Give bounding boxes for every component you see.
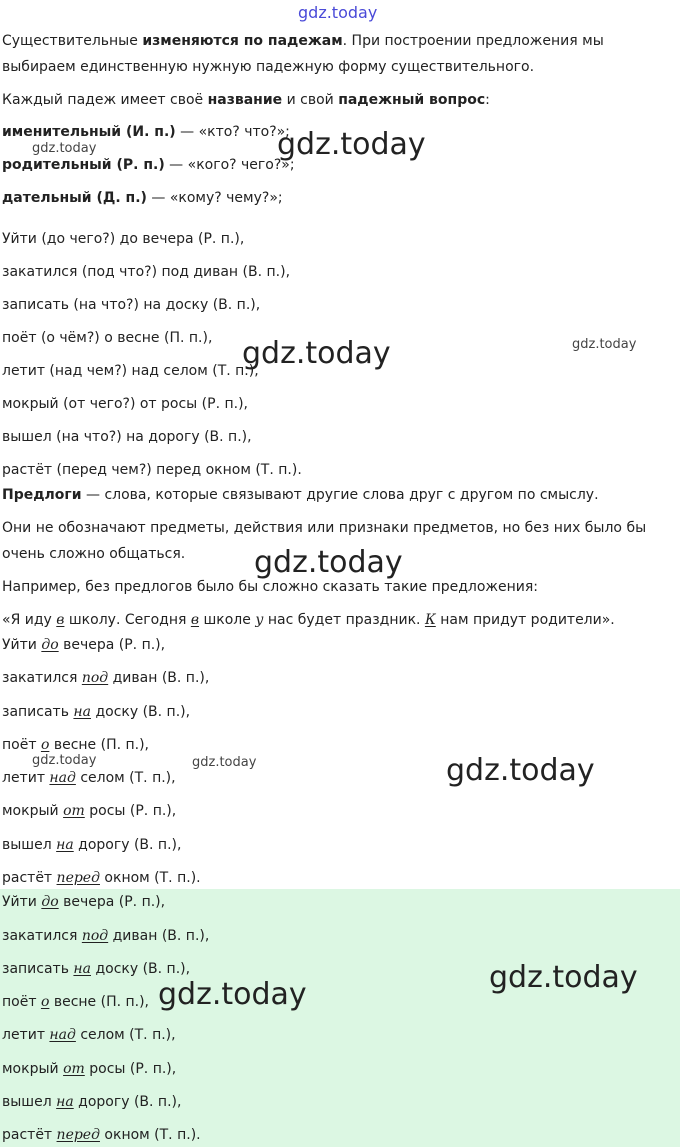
example-text: записать [2, 704, 74, 720]
example-preposition: перед [56, 1127, 100, 1143]
intro-line-3 [2, 91, 490, 109]
example-text: закатился [2, 928, 82, 944]
example-text: доску (В. п.), [91, 704, 191, 720]
example-text: летит [2, 770, 50, 786]
case-name: дательный (Д. п.) [2, 190, 147, 206]
case-name: именительный (И. п.) [2, 124, 176, 140]
example-preposition: на [56, 1094, 74, 1110]
sentence-text: школу. Сегодня [64, 612, 191, 628]
example-line [2, 703, 190, 721]
example-preposition: на [73, 961, 91, 977]
watermark-top: gdz.today [298, 3, 378, 22]
question-line: летит (над чем?) над селом (Т. п.), [2, 363, 259, 379]
question-line: растёт (перед чем?) перед окном (Т. п.). [2, 462, 302, 478]
intro-bold: падежный вопрос [338, 92, 486, 108]
example-line [2, 669, 209, 687]
example-text: диван (В. п.), [108, 928, 210, 944]
watermark-text: gdz.today [32, 753, 97, 768]
example-preposition: от [63, 1061, 85, 1077]
sentence-text: нас будет праздник. [263, 612, 425, 628]
example-text: записать [2, 961, 74, 977]
case-name: родительный (Р. п.) [2, 157, 165, 173]
prep-line: Например, без предлогов было бы сложно сказать такие предложения: [2, 579, 539, 595]
example-text: вышел [2, 1094, 57, 1110]
example-line [2, 802, 176, 820]
example-text: селом (Т. п.), [75, 1027, 176, 1043]
case-question: — «кому? чему?»; [146, 190, 283, 206]
prep-line: очень сложно общаться. [2, 546, 186, 562]
example-text: Уйти [2, 894, 42, 910]
question-line: вышел (на что?) на дорогу (В. п.), [2, 429, 252, 445]
intro-bold: название [207, 92, 283, 108]
example-preposition: над [49, 770, 76, 786]
question-line: Уйти (до чего?) до вечера (Р. п.), [2, 231, 245, 247]
example-preposition: над [49, 1027, 76, 1043]
watermark-text: gdz.today [489, 960, 638, 995]
example-preposition: на [73, 704, 91, 720]
example-text: окном (Т. п.). [99, 870, 201, 886]
example-text: дорогу (В. п.), [73, 837, 182, 853]
sentence-preposition: в [56, 612, 65, 628]
example-line [2, 736, 149, 754]
example-text: растёт [2, 870, 57, 886]
example-preposition: о [40, 994, 50, 1010]
example-text: поёт [2, 737, 41, 753]
example-text: росы (Р. п.), [84, 1061, 177, 1077]
example-text: Уйти [2, 637, 42, 653]
prep-def-text: — слова, которые связывают другие слова друг с другом по смыслу. [81, 487, 599, 503]
example-line [2, 836, 181, 854]
sentence-text: «Я иду [2, 612, 57, 628]
example-preposition: на [56, 837, 74, 853]
answer-line [2, 960, 190, 978]
watermark-text: gdz.today [254, 545, 403, 580]
example-preposition: под [81, 670, 109, 686]
sentence-preposition: у [255, 612, 264, 628]
answer-line [2, 1126, 201, 1144]
example-text: поёт [2, 994, 41, 1010]
example-preposition: перед [56, 870, 100, 886]
example-preposition: от [63, 803, 85, 819]
example-line [2, 769, 176, 787]
answer-line [2, 893, 165, 911]
intro-text: Существительные [2, 33, 143, 49]
watermark-text: gdz.today [446, 753, 595, 788]
example-preposition: до [41, 637, 59, 653]
sentence-text: нам придут родители». [435, 612, 615, 628]
case-item [2, 189, 283, 207]
example-text: закатился [2, 670, 82, 686]
prep-line: Они не обозначают предметы, действия или признаки предметов, но без них было бы [2, 520, 647, 536]
answer-line [2, 1093, 181, 1111]
example-text: росы (Р. п.), [84, 803, 177, 819]
example-sentence [2, 611, 615, 629]
case-question: — «кого? чего?»; [164, 157, 295, 173]
example-text: летит [2, 1027, 50, 1043]
example-preposition: о [40, 737, 50, 753]
watermark-text: gdz.today [572, 337, 637, 352]
answer-line [2, 993, 149, 1011]
intro-text: Каждый падеж имеет своё [2, 92, 208, 108]
example-text: весне (П. п.), [49, 737, 150, 753]
case-question: — «кто? что?»; [175, 124, 290, 140]
example-line [2, 869, 201, 887]
intro-bold: изменяются по падежам [142, 33, 343, 49]
question-line: закатился (под что?) под диван (В. п.), [2, 264, 291, 280]
question-line: поёт (о чём?) о весне (П. п.), [2, 330, 213, 346]
example-line [2, 636, 165, 654]
example-text: окном (Т. п.). [99, 1127, 201, 1143]
example-text: весне (П. п.), [49, 994, 150, 1010]
intro-line-1 [2, 32, 604, 50]
example-text: мокрый [2, 1061, 64, 1077]
sentence-preposition: в [190, 612, 200, 628]
prep-term: Предлоги [2, 487, 82, 503]
answer-line [2, 1060, 176, 1078]
watermark-text: gdz.today [32, 141, 97, 156]
watermark-text: gdz.today [158, 977, 307, 1012]
sentence-text: школе [199, 612, 256, 628]
question-line: мокрый (от чего?) от росы (Р. п.), [2, 396, 248, 412]
watermark-text: gdz.today [277, 127, 426, 162]
example-text: растёт [2, 1127, 57, 1143]
example-text: селом (Т. п.), [75, 770, 176, 786]
example-text: вышел [2, 837, 57, 853]
watermark-text: gdz.today [242, 336, 391, 371]
example-preposition: под [81, 928, 109, 944]
question-line: записать (на что?) на доску (В. п.), [2, 297, 261, 313]
answer-line [2, 927, 209, 945]
answer-line [2, 1026, 176, 1044]
watermark-text: gdz.today [192, 755, 257, 770]
example-text: вечера (Р. п.), [58, 637, 166, 653]
example-text: доску (В. п.), [91, 961, 191, 977]
example-text: дорогу (В. п.), [73, 1094, 182, 1110]
case-item [2, 123, 290, 141]
sentence-preposition: К [424, 612, 436, 628]
intro-text: и свой [282, 92, 339, 108]
example-text: диван (В. п.), [108, 670, 210, 686]
intro-text: . При построении предложения мы [342, 33, 604, 49]
prep-definition [2, 486, 599, 504]
example-preposition: до [41, 894, 59, 910]
intro-text: : [485, 92, 490, 108]
example-text: вечера (Р. п.), [58, 894, 166, 910]
example-text: мокрый [2, 803, 64, 819]
intro-line-2: выбираем единственную нужную падежную форму существительного. [2, 59, 535, 75]
case-item [2, 156, 295, 174]
